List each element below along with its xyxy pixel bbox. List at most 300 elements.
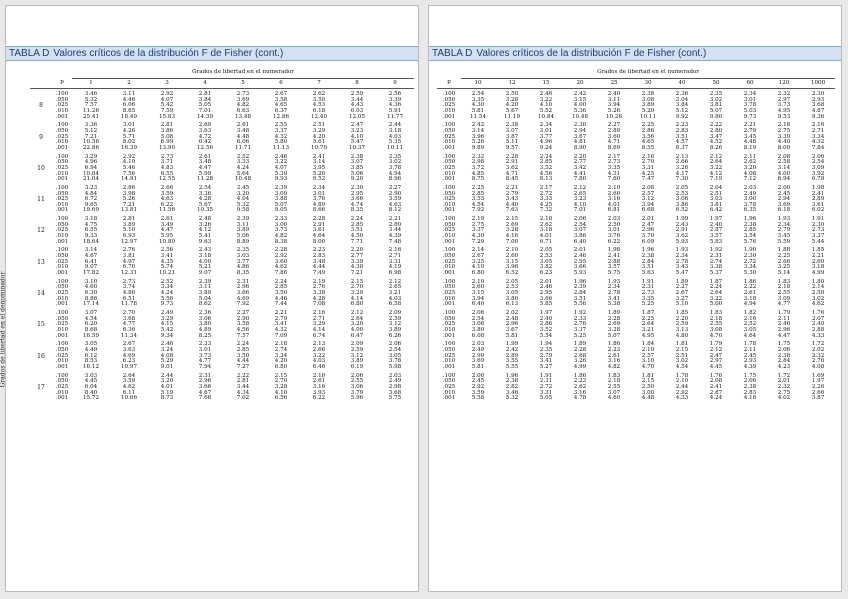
- critical-value-cell: 4.44: [312, 264, 326, 271]
- critical-value-cell: 2.38: [743, 383, 757, 390]
- critical-value-cell: 10.26: [605, 113, 622, 120]
- critical-value-cell: 6.71: [539, 238, 553, 245]
- table-header-bar: [6, 46, 418, 61]
- critical-value-cell: 3.01: [539, 127, 553, 134]
- critical-value-cell: 2.01: [573, 247, 587, 254]
- critical-value-cell: 2.70: [274, 378, 288, 385]
- critical-value-cell: 6.40: [573, 238, 587, 245]
- critical-value-cell: 3.18: [539, 227, 553, 234]
- critical-value-cell: 7.57: [84, 102, 98, 109]
- df-denominator-cell: 9: [39, 133, 43, 141]
- critical-value-cell: 4.19: [388, 264, 402, 271]
- critical-value-cell: 14.39: [196, 113, 213, 120]
- critical-value-cell: 3.22: [709, 164, 723, 171]
- critical-value-cell: 4.20: [274, 358, 288, 365]
- p-value-cell: .010: [442, 295, 456, 302]
- critical-value-cell: 2.11: [743, 346, 757, 353]
- critical-value-cell: 7.32: [539, 207, 553, 214]
- critical-value-cell: 7.02: [236, 395, 250, 402]
- critical-value-cell: 4.95: [777, 107, 791, 114]
- critical-value-cell: 5.67: [505, 107, 519, 114]
- critical-value-cell: 5.67: [198, 201, 212, 208]
- critical-value-cell: 2.68: [573, 352, 587, 359]
- critical-value-cell: 1.94: [539, 341, 553, 348]
- critical-value-cell: 6.55: [84, 227, 98, 234]
- critical-value-cell: 3.01: [607, 227, 621, 234]
- critical-value-cell: 3.59: [122, 378, 136, 385]
- critical-value-cell: 4.77: [198, 358, 212, 365]
- p-value-cell: .010: [442, 358, 456, 365]
- critical-value-cell: 2.02: [811, 346, 825, 353]
- critical-value-cell: 2.15: [350, 278, 364, 285]
- critical-value-cell: 2.54: [811, 159, 825, 166]
- critical-value-cell: 4.47: [160, 227, 174, 234]
- critical-value-cell: 6.22: [312, 395, 326, 402]
- critical-value-cell: 2.83: [312, 253, 326, 260]
- critical-value-cell: 8.89: [236, 238, 250, 245]
- critical-value-cell: 5.55: [505, 363, 519, 370]
- critical-value-cell: 5.20: [312, 170, 326, 177]
- critical-value-cell: 4.69: [122, 352, 136, 359]
- critical-value-cell: 2.75: [777, 389, 791, 396]
- critical-value-cell: 2.85: [471, 190, 485, 197]
- critical-value-cell: 15.83: [158, 113, 175, 120]
- critical-value-cell: 2.64: [709, 159, 723, 166]
- critical-value-cell: 2.66: [675, 159, 689, 166]
- p-value-cell: .100: [442, 309, 456, 316]
- critical-value-cell: 3.12: [641, 196, 655, 203]
- critical-value-cell: 2.56: [388, 91, 402, 97]
- critical-value-cell: 2.88: [811, 326, 825, 333]
- critical-value-cell: 9.80: [709, 113, 723, 120]
- critical-value-cell: 2.85: [743, 227, 757, 234]
- critical-value-cell: 4.32: [811, 139, 825, 146]
- critical-value-cell: 3.57: [709, 233, 723, 240]
- critical-value-cell: 2.58: [777, 159, 791, 166]
- critical-value-cell: 7.94: [198, 363, 212, 370]
- critical-value-cell: 3.39: [350, 258, 364, 265]
- critical-value-cell: 3.89: [236, 227, 250, 234]
- critical-value-cell: 4.62: [811, 301, 825, 308]
- critical-value-cell: 7.21: [122, 201, 136, 208]
- p-value-cell: .100: [55, 153, 69, 160]
- critical-value-cell: 2.85: [236, 346, 250, 353]
- critical-value-cell: 8.45: [505, 176, 519, 183]
- critical-value-cell: 1.90: [743, 247, 757, 254]
- critical-value-cell: 2.13: [312, 341, 326, 348]
- p-value-cell: .050: [55, 190, 69, 197]
- critical-value-cell: 3.57: [607, 264, 621, 271]
- p-value-cell: .010: [442, 233, 456, 240]
- critical-value-cell: 7.21: [84, 133, 98, 140]
- table-header-bar: [429, 46, 841, 61]
- critical-value-cell: 5.81: [505, 332, 519, 339]
- critical-value-cell: 4.67: [84, 253, 98, 260]
- critical-value-cell: 2.31: [709, 253, 723, 260]
- critical-value-cell: 8.55: [641, 144, 655, 151]
- critical-value-cell: 5.03: [743, 107, 757, 114]
- critical-value-cell: 2.28: [505, 153, 519, 160]
- critical-value-cell: 1.72: [811, 341, 825, 348]
- p-value-cell: .001: [442, 395, 456, 402]
- p-value-cell: .010: [442, 107, 456, 114]
- critical-value-cell: 3.59: [388, 196, 402, 203]
- critical-value-cell: 2.73: [811, 227, 825, 234]
- critical-value-cell: 3.92: [811, 170, 825, 177]
- critical-value-cell: 2.15: [675, 346, 689, 353]
- critical-value-cell: 3.49: [160, 221, 174, 228]
- critical-value-cell: 2.11: [777, 315, 791, 322]
- critical-value-cell: 3.63: [198, 127, 212, 134]
- df-numerator-header: 9: [376, 79, 414, 89]
- critical-value-cell: 8.35: [350, 207, 364, 214]
- p-value-cell: .100: [442, 153, 456, 160]
- critical-value-cell: 2.48: [198, 216, 212, 223]
- critical-value-cell: 3.77: [236, 258, 250, 265]
- critical-value-cell: 2.08: [777, 153, 791, 160]
- p-column-header: p: [52, 79, 72, 89]
- critical-value-cell: 9.07: [84, 264, 98, 271]
- critical-value-cell: 7.86: [274, 270, 288, 277]
- critical-value-cell: 3.10: [641, 358, 655, 365]
- df-numerator-header: 120: [767, 79, 801, 89]
- critical-value-cell: 4.63: [388, 201, 402, 208]
- critical-value-cell: 3.00: [743, 196, 757, 203]
- critical-value-cell: 2.12: [388, 278, 402, 285]
- critical-value-cell: 2.23: [607, 346, 621, 353]
- p-value-cell: .025: [442, 383, 456, 390]
- critical-value-cell: 2.97: [777, 96, 791, 103]
- critical-value-cell: 2.84: [777, 358, 791, 365]
- critical-value-cell: 2.36: [198, 309, 212, 316]
- critical-value-cell: 3.69: [777, 201, 791, 208]
- critical-value-cell: 2.55: [777, 290, 791, 296]
- critical-value-cell: 2.09: [388, 309, 402, 316]
- critical-value-cell: 1.92: [573, 309, 587, 316]
- critical-value-cell: 3.16: [607, 196, 621, 203]
- critical-value-cell: 1.97: [811, 378, 825, 385]
- critical-value-cell: 5.54: [539, 332, 553, 339]
- critical-value-cell: 13.81: [120, 207, 137, 214]
- critical-value-cell: 3.62: [675, 233, 689, 240]
- critical-value-cell: 2.38: [505, 122, 519, 129]
- critical-value-cell: 3.41: [539, 358, 553, 365]
- critical-value-cell: 3.84: [675, 102, 689, 109]
- table-row: [30, 396, 414, 402]
- df-denominator-cell: [30, 396, 52, 402]
- critical-value-cell: 2.65: [573, 190, 587, 197]
- critical-value-cell: 4.56: [539, 170, 553, 177]
- critical-value-cell: 2.24: [539, 153, 553, 160]
- critical-value-cell: 7.00: [505, 238, 519, 245]
- critical-value-cell: 2.55: [607, 383, 621, 390]
- p-value-cell: .001: [442, 301, 456, 308]
- critical-value-cell: 2.39: [236, 216, 250, 223]
- critical-value-cell: 4.25: [641, 170, 655, 177]
- critical-value-cell: 2.01: [641, 216, 655, 223]
- critical-value-cell: 2.28: [312, 216, 326, 223]
- critical-value-cell: 7.01: [573, 207, 587, 214]
- critical-value-cell: 2.41: [607, 253, 621, 260]
- p-value-cell: .050: [442, 346, 456, 353]
- critical-value-cell: 1.93: [675, 247, 689, 254]
- f-table-right: [437, 68, 835, 402]
- critical-value-cell: 2.18: [777, 122, 791, 129]
- critical-value-cell: 5.05: [539, 395, 553, 402]
- critical-value-cell: 4.25: [539, 201, 553, 208]
- critical-value-cell: 6.20: [84, 321, 98, 328]
- df-numerator-header: 12: [495, 79, 529, 89]
- critical-value-cell: 2.64: [709, 290, 723, 296]
- critical-value-cell: 6.55: [160, 170, 174, 177]
- critical-value-cell: 2.56: [160, 247, 174, 254]
- critical-value-cell: 2.10: [312, 372, 326, 379]
- table-id: TABLA D: [9, 48, 50, 59]
- p-value-cell: .100: [442, 184, 456, 191]
- critical-value-cell: 9.57: [505, 144, 519, 151]
- p-value-cell: .100: [442, 247, 456, 254]
- critical-value-cell: 2.66: [777, 258, 791, 265]
- critical-value-cell: 2.66: [160, 184, 174, 191]
- critical-value-cell: 2.93: [743, 358, 757, 365]
- column-header-row: [30, 79, 414, 89]
- critical-value-cell: 22.86: [82, 144, 99, 151]
- critical-value-cell: 9.52: [312, 176, 326, 183]
- critical-value-cell: 2.47: [350, 122, 364, 129]
- p-value-cell: .025: [55, 133, 69, 140]
- critical-value-cell: 3.60: [274, 258, 288, 265]
- critical-value-cell: 2.38: [641, 253, 655, 260]
- critical-value-cell: 2.10: [675, 378, 689, 385]
- critical-value-cell: 4.54: [471, 201, 485, 208]
- critical-value-cell: 5.37: [709, 270, 723, 277]
- critical-value-cell: 2.62: [312, 91, 326, 97]
- critical-value-cell: 2.38: [505, 378, 519, 385]
- critical-value-cell: 1.75: [743, 372, 757, 379]
- critical-value-cell: 4.60: [607, 395, 621, 402]
- critical-value-cell: 3.67: [505, 326, 519, 333]
- critical-value-cell: 3.66: [350, 196, 364, 203]
- critical-value-cell: 5.46: [122, 164, 136, 171]
- critical-value-cell: 2.76: [312, 284, 326, 291]
- critical-value-cell: 3.51: [641, 264, 655, 271]
- critical-value-cell: 7.48: [388, 238, 402, 245]
- p-value-cell: .001: [442, 207, 456, 214]
- critical-value-cell: 2.72: [743, 258, 757, 265]
- critical-value-cell: 5.93: [573, 270, 587, 277]
- critical-value-cell: 2.35: [539, 346, 553, 353]
- critical-value-cell: 2.12: [573, 184, 587, 191]
- critical-value-cell: 3.80: [198, 321, 212, 328]
- critical-value-cell: 2.51: [312, 122, 326, 129]
- critical-value-cell: 8.66: [312, 207, 326, 214]
- critical-value-cell: 3.22: [709, 295, 723, 302]
- critical-value-cell: 4.30: [471, 233, 485, 240]
- critical-value-cell: 2.70: [641, 159, 655, 166]
- numerator-label-row: [30, 68, 414, 79]
- critical-value-cell: 2.54: [573, 221, 587, 228]
- critical-value-cell: 3.41: [274, 321, 288, 328]
- critical-value-cell: 2.05: [675, 184, 689, 191]
- critical-value-cell: 3.63: [122, 346, 136, 353]
- critical-value-cell: 4.78: [573, 395, 587, 402]
- p-value-cell: .100: [442, 341, 456, 348]
- critical-value-cell: 3.26: [198, 221, 212, 228]
- critical-value-cell: 4.82: [236, 102, 250, 109]
- critical-value-cell: 8.35: [236, 270, 250, 277]
- critical-value-cell: 2.46: [160, 341, 174, 348]
- critical-value-cell: 2.06: [471, 309, 485, 316]
- critical-value-cell: 3.02: [388, 159, 402, 166]
- blank-cell: [30, 68, 52, 79]
- critical-value-cell: 6.03: [350, 107, 364, 114]
- critical-value-cell: 3.15: [573, 96, 587, 103]
- critical-value-cell: 3.37: [471, 227, 485, 234]
- critical-value-cell: 3.98: [122, 190, 136, 197]
- p-value-cell: .010: [55, 326, 69, 333]
- critical-value-cell: 2.50: [641, 383, 655, 390]
- critical-value-cell: 2.08: [641, 184, 655, 191]
- critical-value-cell: 3.20: [236, 190, 250, 197]
- critical-value-cell: 3.50: [236, 352, 250, 359]
- critical-value-cell: 2.62: [743, 159, 757, 166]
- critical-value-cell: 2.92: [471, 383, 485, 390]
- critical-value-cell: 7.57: [236, 332, 250, 339]
- p-value-cell: .010: [442, 170, 456, 177]
- critical-value-cell: 4.28: [198, 196, 212, 203]
- critical-value-cell: 8.19: [743, 144, 757, 151]
- critical-value-cell: 2.33: [198, 341, 212, 348]
- critical-value-cell: 2.46: [777, 321, 791, 328]
- critical-value-cell: 4.41: [573, 170, 587, 177]
- critical-value-cell: 2.45: [471, 378, 485, 385]
- critical-value-cell: 9.07: [198, 270, 212, 277]
- critical-value-cell: 4.12: [198, 227, 212, 234]
- critical-value-cell: 1.79: [777, 309, 791, 316]
- critical-value-cell: 3.01: [312, 190, 326, 197]
- critical-value-cell: 3.44: [350, 96, 364, 103]
- critical-value-cell: 4.10: [539, 102, 553, 109]
- critical-value-cell: 12.55: [158, 176, 175, 183]
- critical-value-cell: 5.07: [607, 332, 621, 339]
- p-value-cell: .010: [442, 139, 456, 146]
- critical-value-cell: 2.96: [641, 227, 655, 234]
- critical-value-cell: 4.50: [350, 233, 364, 240]
- critical-value-cell: 2.44: [388, 122, 402, 129]
- critical-value-cell: 3.31: [388, 258, 402, 265]
- critical-value-cell: 3.36: [198, 190, 212, 197]
- critical-value-cell: 4.85: [471, 170, 485, 177]
- critical-value-cell: 3.68: [122, 315, 136, 322]
- critical-value-cell: 1.96: [505, 372, 519, 379]
- critical-value-cell: 1.91: [811, 216, 825, 223]
- p-value-cell: .001: [442, 176, 456, 183]
- critical-value-cell: 2.21: [743, 122, 757, 129]
- critical-value-cell: 3.05: [388, 352, 402, 359]
- df-numerator-header: 2: [110, 79, 148, 89]
- critical-value-cell: 2.50: [607, 221, 621, 228]
- critical-value-cell: 2.40: [539, 315, 553, 322]
- critical-value-cell: 6.40: [471, 301, 485, 308]
- critical-value-cell: 3.09: [811, 164, 825, 171]
- critical-value-cell: 2.69: [607, 321, 621, 328]
- critical-value-cell: 3.34: [274, 352, 288, 359]
- critical-value-cell: 8.53: [84, 358, 98, 365]
- critical-value-cell: 3.89: [122, 221, 136, 228]
- p-value-cell: .010: [55, 201, 69, 208]
- critical-value-cell: 5.14: [777, 270, 791, 277]
- critical-value-cell: 2.23: [675, 122, 689, 129]
- critical-value-cell: 4.70: [641, 363, 655, 370]
- critical-value-cell: 3.41: [160, 253, 174, 260]
- critical-value-cell: 6.94: [84, 164, 98, 171]
- critical-value-cell: 4.57: [675, 139, 689, 146]
- critical-value-cell: 8.00: [777, 144, 791, 151]
- p-value-cell: .010: [55, 389, 69, 396]
- critical-value-cell: 2.61: [160, 216, 174, 223]
- critical-value-cell: 4.60: [84, 284, 98, 291]
- critical-value-cell: 4.47: [198, 164, 212, 171]
- critical-value-cell: 2.69: [505, 221, 519, 228]
- critical-value-cell: 3.45: [777, 233, 791, 240]
- critical-value-cell: 2.06: [573, 216, 587, 223]
- critical-value-cell: 2.27: [675, 284, 689, 291]
- critical-value-cell: 4.65: [641, 139, 655, 146]
- critical-value-cell: 5.32: [505, 395, 519, 402]
- p-value-cell: .050: [442, 284, 456, 291]
- critical-value-cell: 5.38: [607, 301, 621, 308]
- critical-value-cell: 1.91: [539, 372, 553, 379]
- critical-value-cell: 2.75: [471, 221, 485, 228]
- critical-value-cell: 3.29: [312, 321, 326, 328]
- critical-value-cell: 3.44: [388, 227, 402, 234]
- critical-value-cell: 2.84: [573, 290, 587, 296]
- critical-value-cell: 2.96: [198, 378, 212, 385]
- critical-value-cell: 4.28: [312, 295, 326, 302]
- p-value-cell: .001: [55, 363, 69, 370]
- critical-value-cell: 2.64: [350, 315, 364, 322]
- critical-value-cell: 4.16: [505, 233, 519, 240]
- critical-value-cell: 3.11: [122, 91, 136, 97]
- critical-value-cell: 2.80: [709, 127, 723, 134]
- critical-value-cell: 7.29: [471, 238, 485, 245]
- critical-value-cell: 2.83: [675, 127, 689, 134]
- critical-value-cell: 4.10: [573, 201, 587, 208]
- critical-value-cell: 5.42: [160, 326, 174, 333]
- critical-value-cell: 3.34: [743, 264, 757, 271]
- table-title: Valores críticos de la distribución F de Fisher (cont.): [53, 48, 284, 59]
- p-value-cell: .001: [442, 144, 456, 151]
- critical-value-cell: 4.33: [675, 395, 689, 402]
- critical-value-cell: 3.94: [471, 295, 485, 302]
- critical-value-cell: 1.81: [641, 372, 655, 379]
- critical-value-cell: 4.18: [743, 395, 757, 402]
- critical-value-cell: 2.59: [350, 91, 364, 97]
- critical-value-cell: 3.48: [312, 258, 326, 265]
- p-value-cell: .001: [55, 270, 69, 277]
- critical-value-cell: 3.76: [312, 196, 326, 203]
- critical-value-cell: 1.85: [675, 309, 689, 316]
- critical-value-cell: 3.35: [607, 164, 621, 171]
- critical-value-cell: 6.51: [122, 295, 136, 302]
- critical-value-cell: 17.14: [82, 301, 99, 308]
- critical-value-cell: 2.70: [350, 284, 364, 291]
- critical-value-cell: 2.33: [573, 315, 587, 322]
- critical-value-cell: 1.83: [777, 278, 791, 285]
- critical-value-cell: 3.96: [505, 264, 519, 271]
- critical-value-cell: 2.49: [160, 309, 174, 316]
- critical-value-cell: 6.12: [84, 352, 98, 359]
